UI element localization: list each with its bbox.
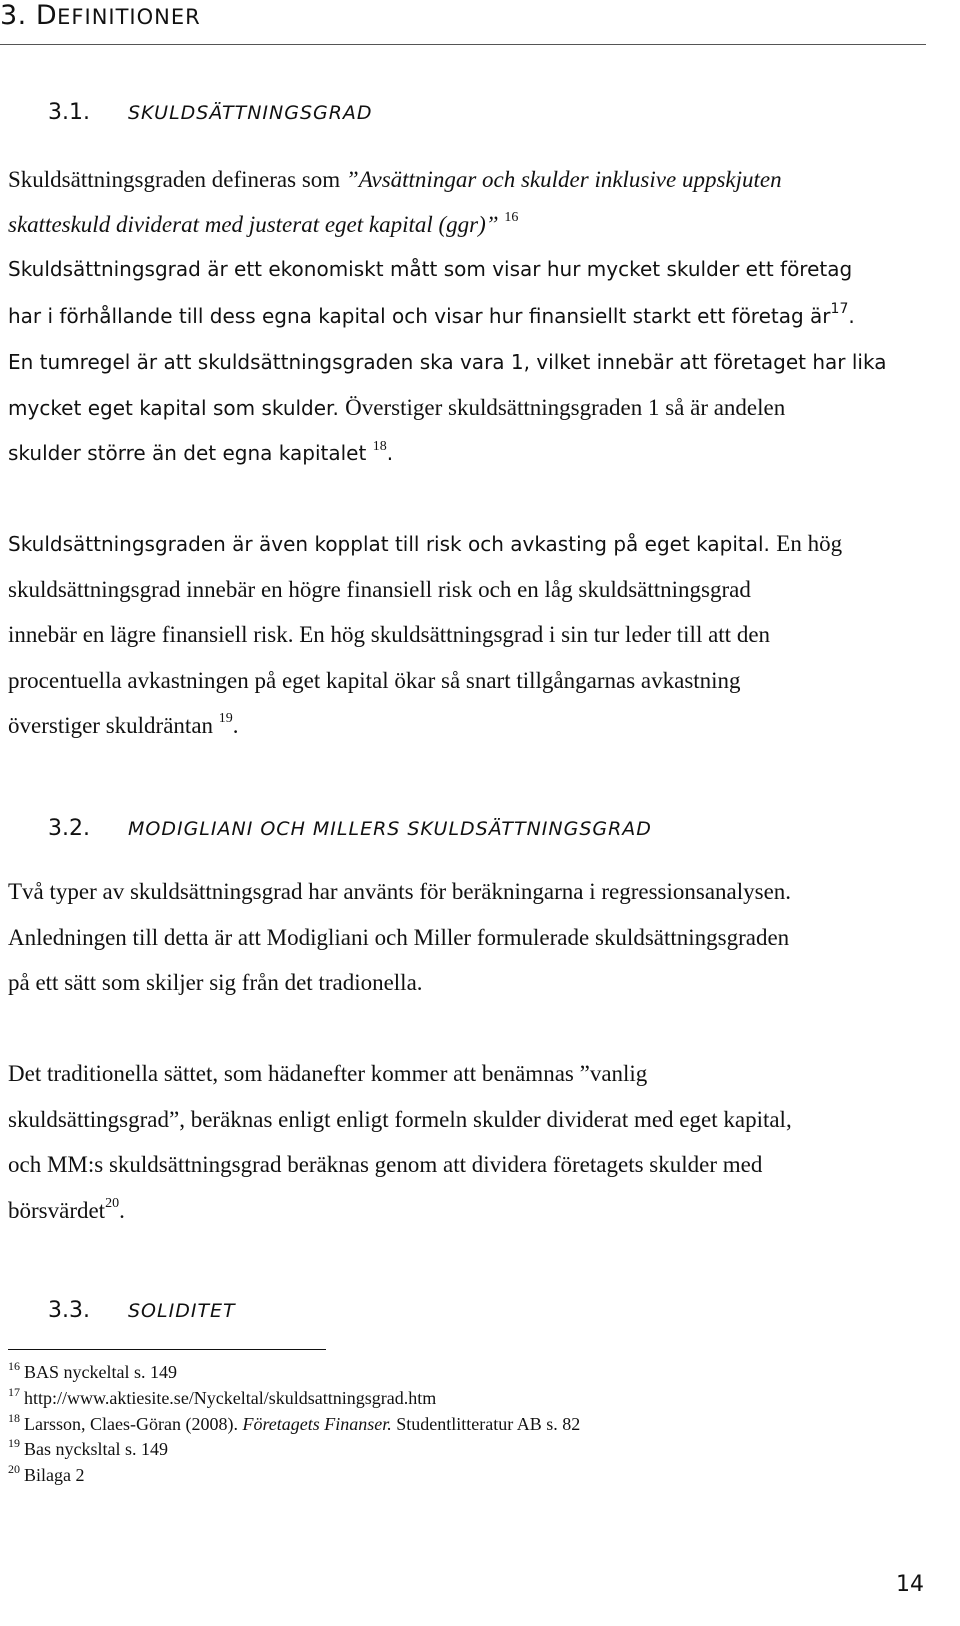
section-3-1-heading: [48, 100, 373, 125]
chapter-number: 3.: [0, 0, 27, 31]
text: Skuldsättningsgrad är ett ekonomiskt mått som visar hur mycket skulder ett företag: [8, 257, 853, 281]
footnote-separator: [8, 1349, 326, 1350]
paragraph-line: [8, 531, 842, 557]
text: börsvärdet: [8, 1198, 106, 1223]
heading-rule: [0, 44, 926, 45]
period: .: [386, 441, 394, 465]
text: skulder större än det egna kapitalet: [8, 441, 373, 465]
footnote-17: [8, 1385, 437, 1409]
footnote-link[interactable]: http://www.aktiesite.se/Nyckeltal/skuldsattningsgrad.htm: [24, 1388, 437, 1408]
paragraph-line: [8, 167, 782, 193]
paragraph-line: [8, 257, 852, 281]
paragraph-line: [8, 1198, 125, 1224]
footnote-text: Bas nycksltal s. 149: [24, 1439, 168, 1459]
text: har i förhållande till dess egna kapital och visar hur finansiellt starkt ett företag är: [8, 304, 831, 328]
paragraph-line: [8, 395, 785, 421]
paragraph-line: [8, 1107, 792, 1133]
text: En hög: [776, 531, 843, 556]
footnote-text: BAS nyckeltal s. 149: [24, 1362, 177, 1382]
footnote-number: 20: [8, 1462, 20, 1476]
quote-text: ”Avsättningar och skulder inklusive uppskjuten: [345, 167, 782, 192]
footnote-number: 18: [8, 1411, 20, 1425]
paragraph-line: [8, 301, 855, 328]
text: Skuldsättningsgraden defineras som: [8, 167, 346, 192]
text: Överstiger skuldsättningsgraden 1 så är andelen: [345, 395, 786, 420]
footnote-text: Larsson, Claes-Göran (2008).: [24, 1414, 243, 1434]
text: En tumregel är att skuldsättningsgraden ska vara 1, vilket innebär att företaget har lika: [8, 350, 887, 374]
section-title: SOLIDITET: [128, 1300, 236, 1322]
footnote-number: 19: [8, 1436, 20, 1450]
footnote-ref-18[interactable]: 18: [372, 439, 387, 455]
footnote-text: Bilaga 2: [24, 1465, 85, 1485]
section-number: 3.3.: [48, 1298, 90, 1323]
footnote-ref-20[interactable]: 20: [105, 1196, 120, 1212]
text: Två typer av skuldsättningsgrad har använts för beräkningarna i regressionsanalysen.: [8, 879, 792, 904]
footnote-ref-19[interactable]: 19: [218, 711, 233, 727]
chapter-title-initial: D: [35, 0, 58, 31]
text: procentuella avkastningen på eget kapital ökar så snart tillgångarnas avkastning: [8, 668, 741, 693]
paragraph-line: [8, 350, 886, 374]
footnote-18: [8, 1411, 581, 1435]
section-3-2-heading: [48, 816, 652, 841]
footnote-ref-17[interactable]: 17: [830, 301, 849, 318]
paragraph-line: [8, 1061, 647, 1087]
section-title: SKULDSÄTTNINGSGRAD: [128, 102, 373, 124]
footnote-16: [8, 1359, 177, 1383]
text: Anledningen till detta är att Modigliani och Miller formulerade skuldsättningsgraden: [8, 925, 790, 950]
footnote-title: Företagets Finanser.: [242, 1414, 392, 1434]
quote-text: skatteskuld dividerat med justerat eget kapital (ggr)”: [8, 212, 505, 237]
text: Det traditionella sättet, som hädanefter kommer att benämnas ”vanlig: [8, 1061, 648, 1086]
text: på ett sätt som skiljer sig från det tradionella.: [8, 970, 423, 995]
period: .: [232, 713, 239, 738]
paragraph-line: [8, 668, 741, 694]
footnote-20: [8, 1462, 85, 1486]
section-number: 3.2.: [48, 816, 90, 841]
paragraph-line: [8, 879, 791, 905]
paragraph-line: [8, 925, 789, 951]
page-number: 14: [896, 1572, 924, 1597]
period: .: [119, 1198, 125, 1223]
paragraph-line: [8, 577, 751, 603]
text: överstiger skuldräntan: [8, 713, 219, 738]
text: En hög skuldsättningsgrad i sin tur leder till att den: [299, 622, 771, 647]
paragraph-line: [8, 713, 239, 739]
text: Skuldsättningsgraden är även kopplat till risk och avkasting på eget kapital.: [8, 532, 777, 556]
footnote-number: 17: [8, 1385, 20, 1399]
text: skuldsättningsgrad innebär en högre finansiell risk och en låg skuldsättningsgrad: [8, 577, 751, 602]
paragraph-line: [8, 970, 423, 996]
footnote-text: Studentlitteratur AB s. 82: [391, 1414, 581, 1434]
paragraph-line: [8, 1152, 762, 1178]
text: innebär en lägre finansiell risk.: [8, 622, 300, 647]
chapter-heading: [0, 0, 201, 31]
paragraph-line: [8, 622, 770, 648]
paragraph-line: [8, 441, 393, 465]
paragraph-line: [8, 212, 518, 238]
footnote-number: 16: [8, 1359, 20, 1373]
text: och MM:s skuldsättningsgrad beräknas genom att dividera företagets skulder med: [8, 1152, 763, 1177]
text: skuldsättingsgrad”, beräknas enligt enligt formeln skulder dividerat med eget kapital,: [8, 1107, 792, 1132]
text: mycket eget kapital som skulder.: [8, 396, 346, 420]
period: .: [848, 304, 855, 328]
footnote-ref-16[interactable]: 16: [504, 210, 519, 226]
chapter-title-rest: EFINITIONER: [57, 5, 201, 29]
section-3-3-heading: [48, 1298, 236, 1323]
footnote-19: [8, 1436, 168, 1460]
section-title: MODIGLIANI OCH MILLERS SKULDSÄTTNINGSGRAD: [128, 818, 652, 840]
section-number: 3.1.: [48, 100, 90, 125]
